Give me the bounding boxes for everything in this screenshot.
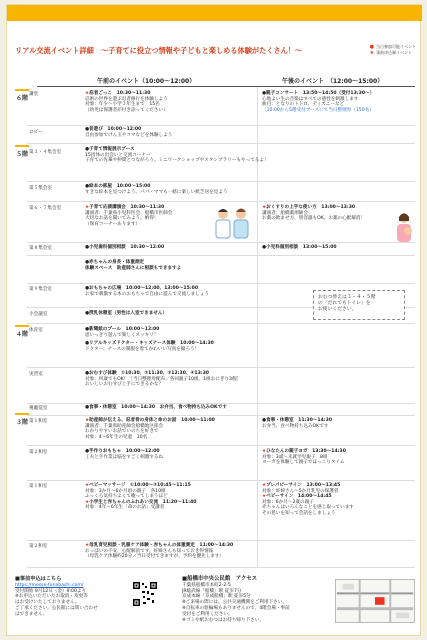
event-breastfeeding: ★母乳育児相談・乳腺ケア体験・赤ちゃんの体重測定 11:00～14:30 おっぱいの不安、心配解消です。妊婦さんも知っておき得情報 （母乳ケア体験約20分／当日受付できますが、予約を優先します） bbox=[85, 543, 234, 560]
access-map-icon bbox=[335, 579, 415, 623]
event-concert: ●親子コンサート 13:50～14:50（受付13:30～） 心地よい生の音楽はすべての感性を刺激します 曲目：となりのトトロ、ディズニーなど ［10:00から5階受付ブースにて当日整理券（150名） bbox=[262, 91, 375, 113]
legend-item-reserve: ★ 事前申込制イベント bbox=[369, 50, 413, 56]
row-divider bbox=[27, 125, 415, 126]
dot-icon: ● bbox=[85, 405, 90, 410]
row-divider bbox=[27, 415, 415, 416]
dot-icon: ● bbox=[85, 341, 90, 347]
floor-4: ４階 bbox=[15, 325, 29, 411]
event-pediatric: ●小児科個別相談 13:00～15:00 bbox=[262, 245, 337, 250]
room-label: 第９集会室 bbox=[29, 287, 52, 292]
row-divider bbox=[27, 403, 415, 404]
room-label: 第８集会室 bbox=[29, 246, 52, 251]
floor-5: ５階 bbox=[15, 145, 29, 323]
qr-code-icon[interactable] bbox=[132, 581, 158, 607]
event-medicine: ★おくすりの上手な使い方 13:00～13:30 講演者：船橋薬剤師会 お薬の飲ませ方、別容器もOK。お薬の心配解消！ bbox=[262, 205, 366, 222]
event-baby-massage: ★ベビーマッサージ ①10:00～②10:45～11:15 対象：3か月～6か月頃の親子 各10組 ふっくら気持ちよくて癒ってしまうほど ★小学生と赤ちゃんのふれあい交流 11:20～11:40 対象：4年～6年生「命のお話」受講者 bbox=[85, 483, 197, 511]
row-divider bbox=[27, 480, 415, 481]
apply-info: ■事前申込はこちら https://messe-funabashi.com/ 受付開始 9月12日（金）9:00より ※お申込いただいたお取消・変更等 はお受けいたしておりません。 ご了承ください。公民館には問い合わせ はできません。 bbox=[15, 576, 98, 617]
row-divider bbox=[27, 283, 415, 284]
dot-icon: ● bbox=[85, 327, 90, 332]
star-icon: ★ bbox=[85, 499, 90, 505]
dot-icon: ● bbox=[262, 245, 267, 250]
event-omusubi: ●おむすび体験 ①10:30、②11:30、③12:30、④13:30 対象：何歳でもOK！［当日整理券配布／各回親子10組、1組おにぎり3個］ おいしいおむすび上手にできるかな？ bbox=[85, 371, 242, 388]
star-icon: ★ bbox=[85, 418, 90, 423]
room-label: 第１和室 bbox=[29, 484, 48, 489]
dot-icon: ● bbox=[85, 184, 90, 189]
page-title: リアル交流イベント詳細 ～子育てに役立つ情報や子どもと楽しめる体験がたくさん！～ bbox=[15, 46, 303, 55]
footer bbox=[7, 575, 422, 637]
event-lunch-room-2: ●食事・休憩室 11:30～14:30 お弁当、食べ物持ち込みOKです bbox=[262, 418, 333, 429]
room-label: 講堂 bbox=[29, 92, 39, 97]
top-color-bar bbox=[7, 5, 422, 21]
column-afternoon: 午後のイベント （12:00～15:00） bbox=[282, 78, 384, 85]
event-nursing-room: ●授乳休憩室（男性は入室できません） bbox=[85, 311, 168, 316]
column-morning: 午前のイベント（10:00～12:00） bbox=[97, 78, 196, 85]
star-icon: ★ bbox=[262, 449, 267, 454]
dot-icon: ● bbox=[85, 449, 90, 454]
star-icon: ★ bbox=[85, 483, 90, 488]
star-icon: ★ bbox=[262, 494, 267, 500]
diaper-notice: おむつ替えは３・４・５階 の「だれでもトイレ」を お使いください。 bbox=[313, 290, 405, 320]
event-midwife-talk: ★助産師が伝える、忍者骨の身体と命のお話 10:00～11:00 講演者：千葉県助産師会船橋地区部会 わかりやすいお話でいのちを好きで 対象：4～6年生の児童 10名 bbox=[85, 418, 215, 440]
event-info-booth: ●子育て情報展示ブース 15団体の出会いと交流コーナー 子育ての先輩や仲間とつながろう。ミニワークショップやスタンプラリーもやってるよ！ bbox=[85, 147, 269, 164]
event-mukashi-asobi: ●昔遊び 10:00～12:00 自由参加でけん玉やコマなどを体験しよう bbox=[85, 127, 173, 138]
row-divider bbox=[27, 143, 415, 144]
legend bbox=[370, 44, 416, 56]
dot-icon: ● bbox=[85, 371, 90, 376]
apply-link[interactable]: https://messe-funabashi.com/ bbox=[15, 582, 84, 588]
room-label: 第２和室 bbox=[29, 450, 48, 455]
dot-icon: ● bbox=[85, 311, 90, 316]
event-handmade-toys: ●手作りおもちゃ 10:00～12:00 工夫と手作業は脳をすごく刺激するね bbox=[85, 449, 164, 460]
event-newspaper-pool: ●新聞紙のプール 10:00～12:00 思いっきり遊んで楽しくスッキリ！ ●リアルキッズドクター・キッズナース体験 10:00～14:30 ドクター、ナースの制服を着てかわいい写真を撮ろう！ bbox=[85, 327, 214, 352]
room-label: 第６・７集会室 bbox=[29, 206, 62, 211]
row-divider bbox=[27, 540, 415, 541]
star-icon: ★ bbox=[85, 205, 90, 210]
room-label: 視聴覚室 bbox=[29, 406, 48, 411]
room-label: 第５集会室 bbox=[29, 186, 52, 191]
venue-info: ■船橋市中央公民館 アクセス 千葉県船橋市本町2-2-5 JR総武線「船橋」駅 徒歩7分 京成本線「京成船橋」駅 徒歩5分 ※ご来場の際には、公共交通機関をご利用下さい。 ※自転車の駐輪場もありませんので、4階会場・事前 受付をご利用ください。 ※ゴミや紙おむつはお持ち帰り下さい。 bbox=[182, 576, 290, 623]
room-label: 第２和室 bbox=[29, 544, 48, 549]
dot-icon: ● bbox=[85, 286, 90, 291]
flyer-page bbox=[6, 4, 421, 636]
dot-icon: ● bbox=[369, 44, 374, 50]
room-label: 実習室 bbox=[29, 372, 43, 377]
event-dental: ●小児歯科個別相談 10:30～12:00 bbox=[85, 245, 165, 250]
row-divider bbox=[27, 255, 415, 256]
room-label: ロビー bbox=[29, 130, 43, 135]
row-divider bbox=[27, 201, 415, 202]
event-lunch-room: ●食事・休憩室 10:00～14:30 お弁当、食べ物持ち込みOKです bbox=[85, 405, 227, 410]
dot-icon: ● bbox=[85, 127, 90, 132]
doctors-illustration-icon bbox=[213, 206, 251, 240]
event-picture-book: ●絵本の部屋 10:00～15:00 すきな絵本を見つけよう。パパ・ママも一緒に楽しい紙芝居を見よう bbox=[85, 184, 228, 195]
room-label: 小会議室 bbox=[29, 312, 48, 317]
dot-icon: ● bbox=[262, 418, 267, 423]
row-divider bbox=[27, 242, 415, 243]
event-measure: ●赤ちゃんの身長・体重測定 体験スペース 助産師さんに相談もできますよ bbox=[85, 260, 182, 271]
room-label: 第３・４集会室 bbox=[29, 150, 62, 155]
dot-icon: ● bbox=[85, 260, 90, 265]
star-icon: ★ bbox=[85, 91, 90, 96]
star-icon: ★ bbox=[262, 205, 267, 210]
legend-item-walkin: ● 当日参加可能イベント bbox=[369, 44, 416, 50]
floor-3: ３階 bbox=[15, 413, 29, 568]
room-label: 体育室 bbox=[29, 328, 43, 333]
event-toys: ●おもちゃの広場 10:00～12:00、13:00～15:00 お家で刺激する木のおもちゃで自由に遊んで交流しましょう bbox=[85, 286, 210, 297]
dot-icon: ● bbox=[262, 91, 267, 96]
row-divider bbox=[27, 181, 415, 182]
floor-6: ６階 bbox=[15, 89, 29, 143]
row-divider bbox=[27, 445, 415, 446]
dot-icon: ● bbox=[85, 147, 90, 152]
event-baby-sign: ★プレパピーサイン 13:00～13:45 対象：妊婦さん～5か月乳児の保護者 ★ベビーサイン 14:00～14:45 対象：6か月～2歳の親子 赤ちゃんはいろんなことを感じ取っています その思いを知って会話をしましょう bbox=[262, 483, 354, 516]
dot-icon: ● bbox=[85, 245, 90, 250]
row-divider bbox=[27, 323, 415, 324]
event-yoga: ★ひなたんの親子ヨガ 13:30～14:30 対象：3歳～未就学児親子 8組 ヨーガを体験して親子でほっこりタイム bbox=[262, 449, 346, 466]
star-icon: ★ bbox=[262, 483, 267, 488]
star-icon: ★ bbox=[369, 50, 375, 56]
event-ninja: ★忍者ごっこ 10:30～11:30 忍術の世界を遊ぶ忍者修行を体験しよう 対象：年少～小学３年生まで 15名 （幼児は保護者が付き添ってください） bbox=[85, 91, 168, 113]
row-divider bbox=[27, 567, 415, 568]
column-header-row bbox=[37, 75, 415, 87]
event-lecture: ★子育て応援講演会 10:30～11:30 講演者：千葉県小児科医会、船橋市医師会 大切なお話を聞いてみよう。納得！ （保育コーナーあります） bbox=[85, 205, 173, 227]
row-divider bbox=[27, 367, 415, 368]
mother-child-illustration-icon bbox=[392, 211, 416, 243]
room-label: 第１和室 bbox=[29, 419, 48, 424]
star-icon: ★ bbox=[85, 543, 90, 548]
header bbox=[7, 45, 422, 61]
